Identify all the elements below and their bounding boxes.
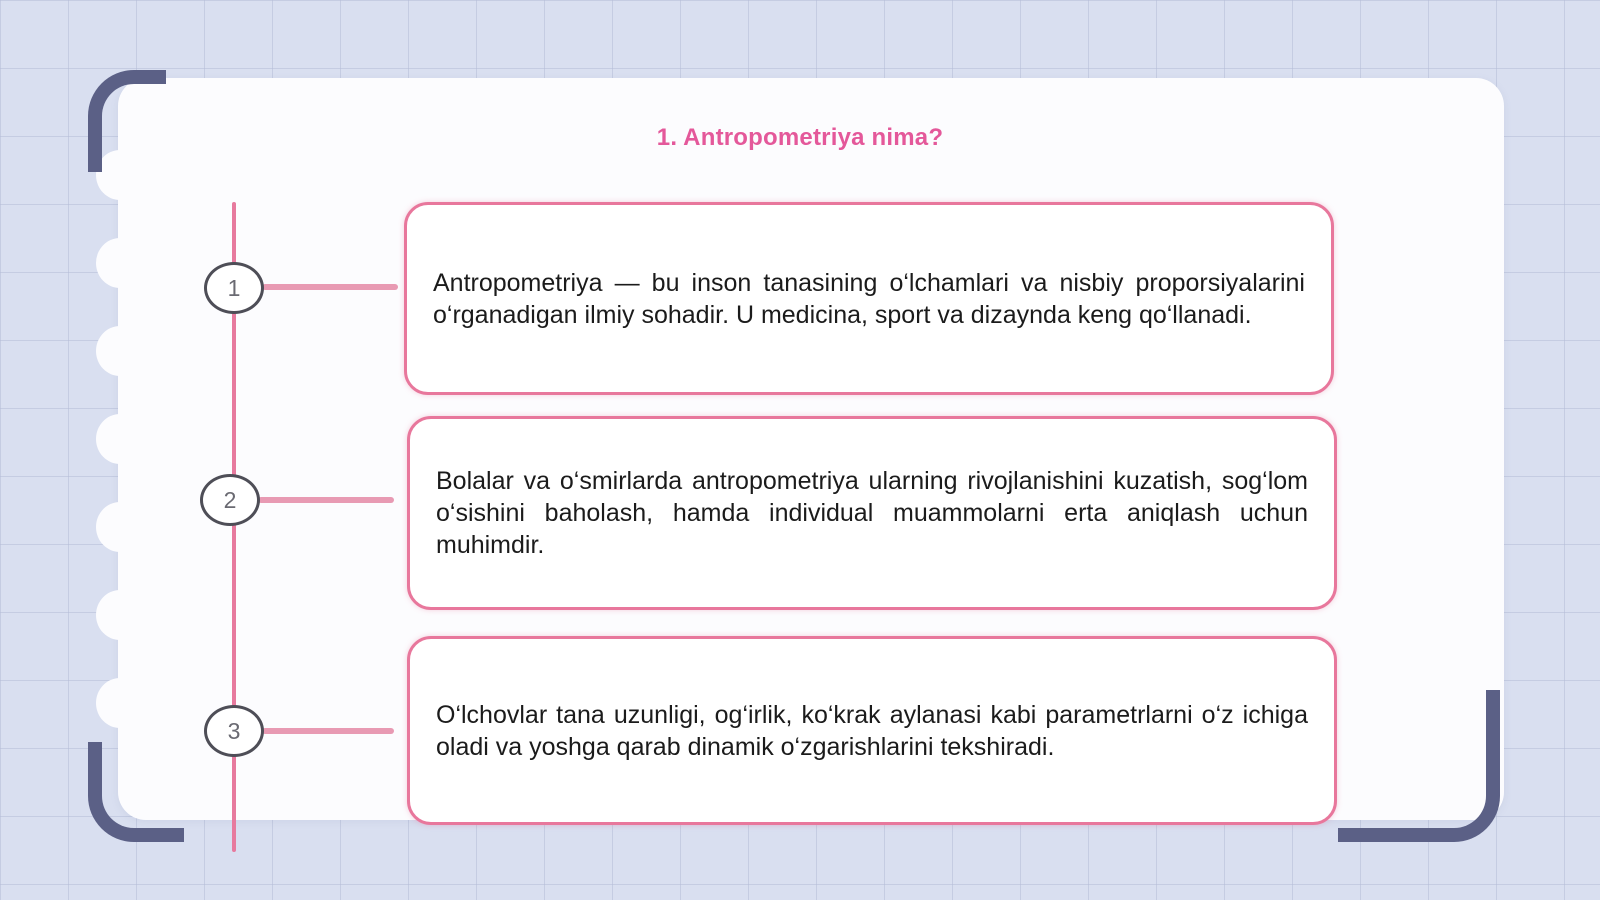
text-box-2-content: Bolalar va o‘smirlarda antropometriya ularning rivojlanishini kuzatish, sog‘lom o‘sishini baholash, hamda individual muammolarni erta aniqlash uchun muhimdir. (436, 467, 1308, 559)
paper-scallop (96, 414, 144, 464)
corner-bracket-top-left (88, 70, 166, 172)
connector-3 (262, 728, 394, 734)
paper-scallop (96, 502, 144, 552)
paper-scallop (96, 590, 144, 640)
step-number-3: 3 (204, 705, 264, 757)
text-box-2 (407, 416, 1337, 610)
text-box-3-content: O‘lchovlar tana uzunligi, og‘irlik, ko‘krak aylanasi kabi parametrlarni o‘z ichiga oladi va yoshga qarab dinamik o‘zgarishlarini tekshiradi. (436, 700, 1308, 761)
corner-bracket-bottom-right (1338, 690, 1500, 842)
corner-bracket-bottom-left (88, 742, 184, 842)
text-box-1-content: Antropometriya — bu inson tanasining o‘lchamlari va nisbiy proporsiyalarini o‘rganadigan ilmiy sohadir. U medicina, sport va dizaynda keng qo‘llanadi. (433, 268, 1305, 329)
slide-title: 1. Antropometriya nima? (656, 124, 944, 151)
step-number-1: 1 (204, 262, 264, 314)
paper-scallop (96, 326, 144, 376)
connector-2 (258, 497, 394, 503)
step-number-2: 2 (200, 474, 260, 526)
connector-1 (262, 284, 398, 290)
paper-scallop (96, 238, 144, 288)
text-box-3 (407, 636, 1337, 825)
paper-scallop (96, 678, 144, 728)
text-box-1 (404, 202, 1334, 395)
